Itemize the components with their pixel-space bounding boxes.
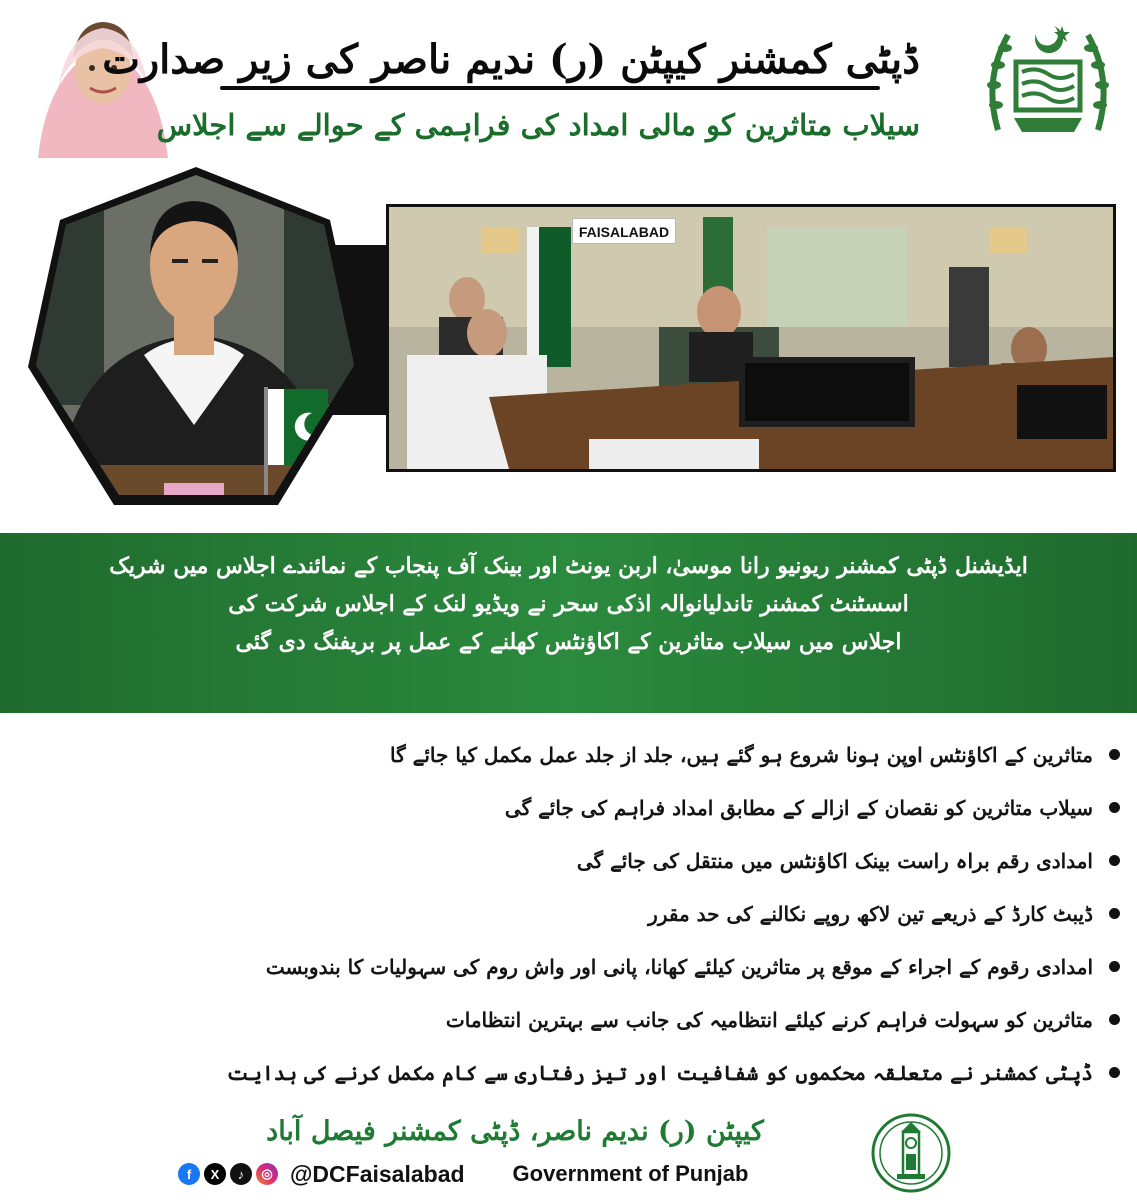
meeting-points-list [150, 728, 1120, 1108]
banner-line: ایڈیشنل ڈپٹی کمشنر ریونیو رانا موسیٰ، اربن یونٹ اور بینک آف پنجاب کے نمائندے اجلاس میں شریک [109, 553, 1028, 579]
page-subtitle: سیلاب متاثرین کو مالی امداد کی فراہمی کے حوالے سے اجلاس [156, 108, 920, 142]
list-item [150, 887, 1120, 940]
meeting-room-photo [386, 204, 1116, 472]
bullet-icon [1109, 802, 1120, 813]
title-underline [220, 86, 880, 90]
list-item [150, 1046, 1120, 1099]
social-row [178, 1158, 868, 1190]
list-item [150, 781, 1120, 834]
bullet-icon [1109, 749, 1120, 760]
list-item-text: متاثرین کو سہولت فراہم کرنے کیلئے انتظامیہ کی جانب سے بہترین انتظامات [445, 1007, 1093, 1032]
instagram-icon[interactable]: ◎ [256, 1163, 278, 1185]
faisalabad-clock-tower-emblem [870, 1112, 952, 1194]
bullet-icon [1109, 908, 1120, 919]
list-item-text: امدادی رقم براہ راست بینک اکاؤنٹس میں منتقل کی جائے گی [576, 848, 1093, 873]
bullet-icon [1109, 1014, 1120, 1025]
government-label: Government of Punjab [512, 1161, 749, 1186]
list-item-text: سیلاب متاثرین کو نقصان کے ازالے کے مطابق امداد فراہم کی جائے گی [504, 795, 1093, 820]
list-item-text: ڈپٹی کمشنر نے متعلقہ محکموں کو شفافیت اور تیز رفتاری سے کام مکمل کرنے کی ہدایت [226, 1060, 1093, 1085]
list-item-text: امدادی رقوم کے اجراء کے موقع پر متاثرین کیلئے کھانا، پانی اور واش روم کی سہولیات کا بندوبست [265, 954, 1093, 979]
highlight-banner [0, 533, 1137, 713]
deputy-commissioner-photo [24, 165, 364, 515]
signature-name: کیپٹن (ر) ندیم ناصر، ڈپٹی کمشنر فیصل آباد [266, 1116, 764, 1147]
list-item [150, 728, 1120, 781]
tiktok-icon[interactable]: ♪ [230, 1163, 252, 1185]
page-title: ڈپٹی کمشنر کیپٹن (ر) ندیم ناصر کی زیر صدارت [102, 36, 920, 83]
list-item [150, 834, 1120, 887]
punjab-government-logo [978, 10, 1118, 150]
x-icon[interactable]: X [204, 1163, 226, 1185]
list-item [150, 940, 1120, 993]
bullet-icon [1109, 1067, 1120, 1078]
banner-line: اجلاس میں سیلاب متاثرین کے اکاؤنٹس کھلنے کے عمل پر بریفنگ دی گئی [235, 629, 902, 655]
bullet-icon [1109, 855, 1120, 866]
banner-line: اسسٹنٹ کمشنر تاندلیانوالہ اذکی سحر نے ویڈیو لنک کے اجلاس شرکت کی [228, 591, 909, 617]
meeting-room-scene [389, 207, 1113, 469]
header [0, 0, 1137, 160]
list-item [150, 993, 1120, 1046]
social-handle-link[interactable]: @DCFaisalabad [290, 1160, 465, 1187]
list-item-text: ڈیبٹ کارڈ کے ذریعے تین لاکھ روپے نکالنے کی حد مقرر [648, 901, 1093, 926]
bullet-icon [1109, 961, 1120, 972]
facebook-icon[interactable]: f [178, 1163, 200, 1185]
list-item-text: متاثرین کے اکاؤنٹس اوپن ہونا شروع ہو گئے ہیں، جلد از جلد عمل مکمل کیا جائے گا [390, 742, 1093, 767]
faisalabad-sign: FAISALABAD [572, 218, 676, 244]
